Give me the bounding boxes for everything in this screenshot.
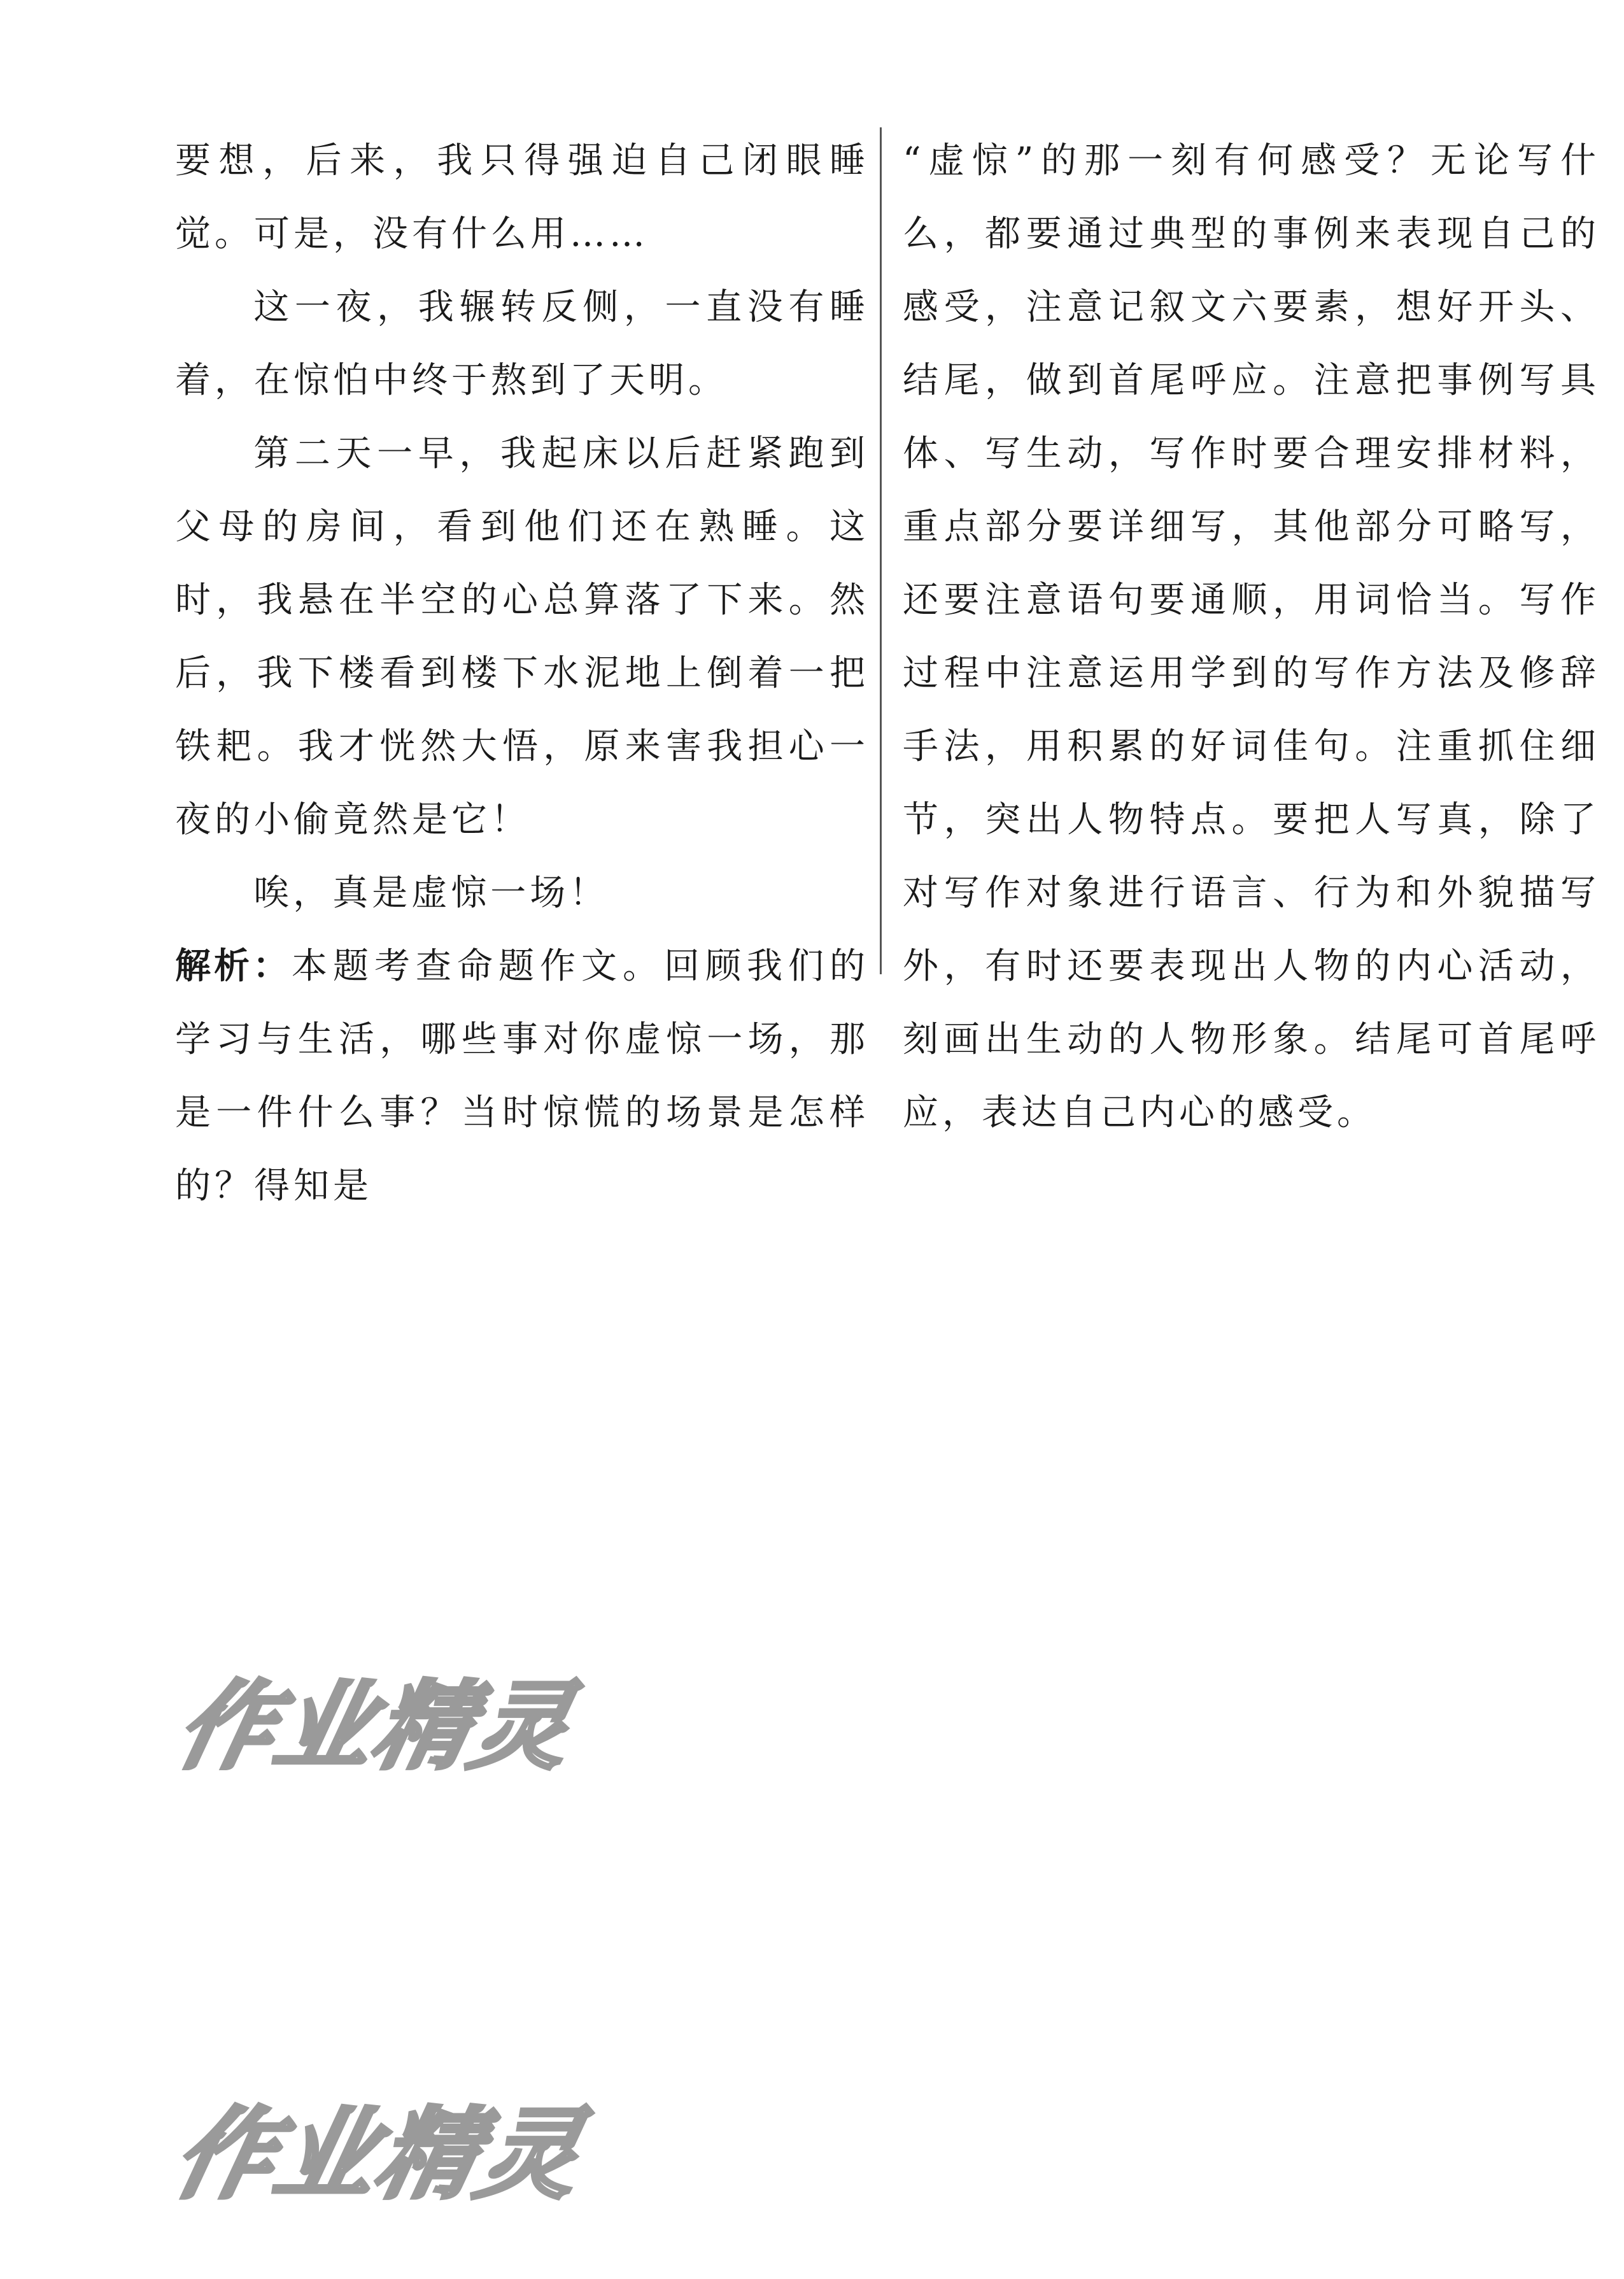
analysis-text-start: 本题考查命题作文。回顾我们的学习与生活，哪些事对你虚惊一场，那是一件什么事？当时惊慌的场景是怎样的？得知是 [175, 946, 869, 1207]
paragraph-1: 要想，后来，我只得强迫自己闭眼睡觉。可是，没有什么用…… [175, 140, 869, 255]
paragraph-3: 第二天一早，我起床以后赶紧跑到父母的房间，看到他们还在熟睡。这时，我悬在半空的心总算落了下来。然后，我下楼看到楼下水泥地上倒着一把铁耙。我才恍然大悟，原来害我担心一夜的小偷竟然是它！ [175, 433, 869, 841]
paragraph-4: 唉，真是虚惊一场！ [253, 872, 609, 914]
analysis-label: 解析： [175, 946, 292, 987]
watermark-logo-bottom: 作业精灵 [164, 2097, 594, 2212]
watermark-logo: 作业精灵 [167, 1672, 584, 1782]
left-column [175, 124, 869, 1223]
analysis-paragraph [175, 930, 869, 1223]
right-column [903, 124, 1600, 1149]
analysis-text-continued: “虚惊”的那一刻有何感受？无论写什么，都要通过典型的事例来表现自己的感受，注意记叙文六要素，想好开头、结尾，做到首尾呼应。注意把事例写具体、写生动，写作时要合理安排材料，重点部分要详细写，其他部分可略写，还要注意语句要通顺，用词恰当。写作过程中注意运用学到的写作方法及修辞手法，用积累的好词佳句。注重抓住细节，突出人物特点。要把人写真，除了对写作对象进行语言、行为和外貌描写外，有时还要表现出人物的内心活动，刻画出生动的人物形象。结尾可首尾呼应，表达自己内心的感受。 [903, 140, 1600, 1133]
paragraph-2: 这一夜，我辗转反侧，一直没有睡着，在惊怕中终于熬到了天明。 [175, 287, 869, 401]
column-divider [880, 127, 882, 974]
